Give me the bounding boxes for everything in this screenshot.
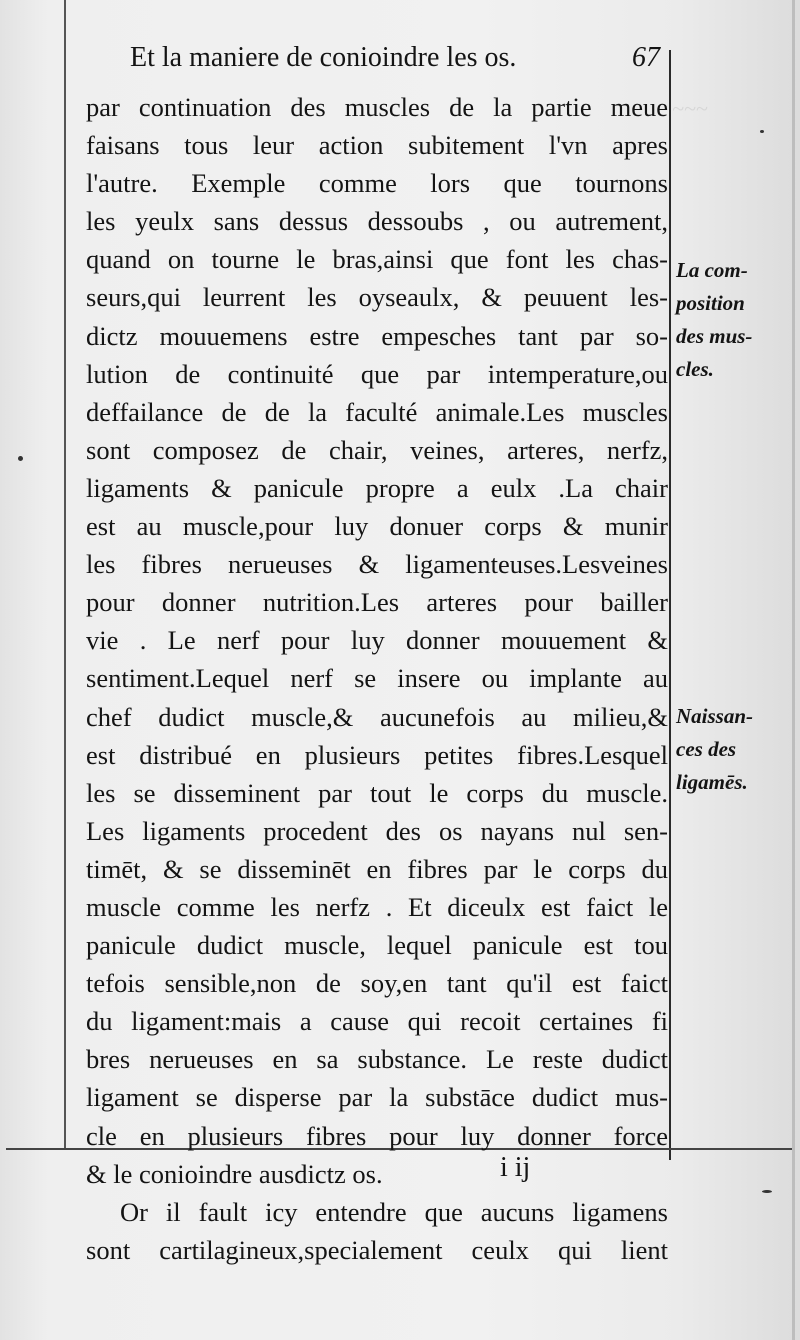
show-through-text: ~~~	[672, 96, 708, 121]
text-line: les yeulx sans dessus dessoubs , ou autrement,	[86, 206, 668, 237]
text-line: seurs,qui leurrent les oyseaulx, & peuuent les-	[86, 282, 668, 313]
text-line: ligaments & panicule propre a eulx .La chair	[86, 472, 668, 503]
text-line: bres nerueuses en sa substance. Le reste dudict	[86, 1044, 668, 1075]
text-line: est distribué en plusieurs petites fibres.Lesquel	[86, 739, 668, 770]
text-line: l'autre. Exemple comme lors que tournons	[86, 168, 668, 199]
ink-speck	[18, 456, 23, 461]
text-line: cle en plusieurs fibres pour luy donner force	[86, 1120, 668, 1151]
margin-note-muscles	[676, 254, 794, 386]
text-line: par continuation des muscles de la partie meue	[86, 92, 668, 122]
page-edge	[792, 0, 795, 1340]
text-line: les fibres nerueuses & ligamenteuses.Lesveines	[86, 549, 668, 580]
ink-speck	[760, 130, 764, 133]
text-line: quand on tourne le bras,ainsi que font les chas-	[86, 244, 668, 275]
text-line: tefois sensible,non de soy,en tant qu'il est faict	[86, 968, 668, 999]
margin-rule	[669, 50, 671, 1160]
left-page-border	[64, 0, 66, 1150]
margin-note-ligaments	[676, 700, 794, 799]
margin-note-line: Naissan-	[676, 704, 754, 728]
text-line: sentiment.Lequel nerf se insere ou implante au	[86, 663, 668, 694]
text-line: lution de continuité que par intemperature,ou	[86, 358, 668, 389]
page-header	[130, 42, 670, 82]
margin-note-line: ces des	[676, 737, 737, 761]
text-line: Les ligaments procedent des os nayans nul sen-	[86, 815, 668, 846]
margin-note-line: position	[676, 291, 745, 315]
text-line: ligament se disperse par la substāce dudict mus-	[86, 1082, 668, 1113]
text-line: est au muscle,pour luy donuer corps & munir	[86, 511, 668, 542]
margin-note-line: des mus-	[676, 324, 753, 348]
text-line: chef dudict muscle,& aucunefois au milieu,&	[86, 701, 668, 732]
text-line: faisans tous leur action subitement l'vn apres	[86, 130, 668, 161]
text-line: muscle comme les nerfz . Et diceulx est faict le	[86, 891, 668, 922]
margin-note-line: cles.	[676, 357, 714, 381]
text-line: sont composez de chair, veines, arteres, nerfz,	[86, 434, 668, 465]
page-number: 67	[632, 42, 660, 73]
ink-speck	[762, 1190, 772, 1193]
margin-note-line: ligamēs.	[676, 770, 748, 794]
text-line: panicule dudict muscle, lequel panicule est tou	[86, 930, 668, 961]
paragraph-start-line: Or il fault icy entendre que aucuns ligamens	[120, 1196, 668, 1227]
text-line: du ligament:mais a cause qui recoit certaines fi	[86, 1006, 668, 1037]
signature-mark: i ij	[500, 1152, 531, 1183]
text-line: vie . Le nerf pour luy donner mouuement &	[86, 625, 668, 656]
margin-note-line: La com-	[676, 258, 748, 282]
text-line: sont cartilagineux,specialement ceulx qui lient	[86, 1234, 668, 1265]
body-text	[86, 88, 668, 1269]
text-line: & le conioindre ausdictz os.	[86, 1158, 383, 1189]
text-line: dictz mouuemens estre empesches tant par so-	[86, 320, 668, 351]
text-line: les se disseminent par tout le corps du muscle.	[86, 777, 668, 808]
running-title: Et la maniere de conioindre les os.	[130, 42, 517, 73]
text-line: pour donner nutrition.Les arteres pour bailler	[86, 587, 668, 618]
text-line: deffailance de de la faculté animale.Les muscles	[86, 396, 668, 427]
text-line: timēt, & se disseminēt en fibres par le corps du	[86, 853, 668, 884]
